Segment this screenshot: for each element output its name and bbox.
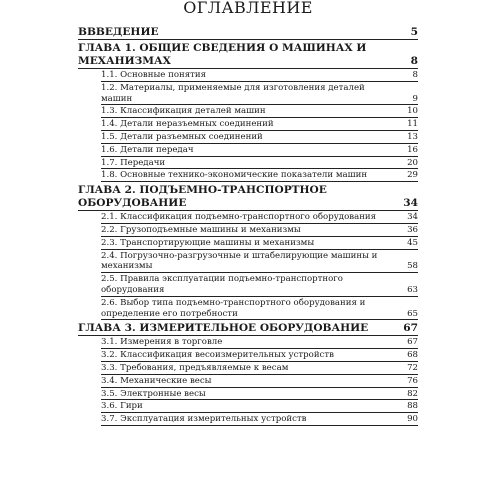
toc-entry-title: 2.1. Классификация подъемно-транспортного оборудования	[101, 212, 377, 223]
toc-entry-title: 3.3. Требования, предъявляемые к весам	[101, 362, 289, 373]
toc-entry-title: 1.8. Основные технико-экономические показатели машин	[101, 170, 368, 181]
toc-entry-title: 2.6. Выбор типа подъемно-транспортного оборудования и определение его потребности	[101, 297, 366, 319]
toc-entry-title: 3.4. Механические весы	[101, 375, 212, 386]
toc-entry-title: 1.1. Основные понятия	[101, 70, 207, 80]
toc-section-entry[interactable]	[101, 297, 418, 321]
toc-page	[78, 0, 418, 500]
toc-entry-page-number: 9	[412, 93, 418, 104]
toc-entry-title: 3.2. Классификация весоизмерительных устройств	[101, 350, 334, 361]
toc-entry-title: ГЛАВА 1. ОБЩИЕ СВЕДЕНИЯ О МАШИНАХ И МЕХАНИЗМАХ	[78, 42, 367, 67]
toc-entry-title: 1.3. Классификация деталей машин	[101, 106, 266, 117]
toc-entry-page-number: 63	[407, 284, 418, 295]
toc-section-entry[interactable]	[101, 250, 418, 274]
toc-entry-title: 1.2. Материалы, применяемые для изготовления деталей машин	[101, 82, 365, 104]
toc-section-entry[interactable]	[101, 362, 418, 375]
toc-section-entry[interactable]	[101, 169, 418, 182]
toc-section-entry[interactable]	[101, 118, 418, 131]
toc-entry-page-number: 58	[407, 261, 418, 272]
toc-entry-page-number: 16	[407, 144, 418, 155]
toc-entry-page-number: 65	[407, 308, 418, 319]
toc-section-entry[interactable]	[101, 224, 418, 237]
table-of-contents	[78, 24, 418, 426]
toc-section-entry[interactable]	[101, 157, 418, 170]
toc-entry-page-number: 20	[407, 157, 418, 168]
toc-entry-page-number: 76	[407, 375, 418, 386]
page-title: ОГЛАВЛЕНИЕ	[183, 0, 313, 17]
toc-section-entry[interactable]	[101, 400, 418, 413]
toc-chapter-entry[interactable]	[78, 40, 418, 69]
toc-entry-title: 2.3. Транспортирующие машины и механизмы	[101, 237, 315, 248]
toc-section-entry[interactable]	[101, 349, 418, 362]
toc-section-entry[interactable]	[101, 273, 418, 297]
toc-entry-title: 3.6. Гири	[101, 401, 143, 412]
toc-section-entry[interactable]	[101, 336, 418, 349]
toc-chapter-entry[interactable]	[78, 182, 418, 211]
toc-entry-title: 1.6. Детали передач	[101, 144, 194, 155]
toc-entry-page-number: 68	[407, 350, 418, 361]
toc-entry-title: 3.5. Электронные весы	[101, 388, 206, 399]
toc-entry-page-number: 82	[407, 388, 418, 399]
toc-section-entry[interactable]	[101, 82, 418, 106]
toc-entry-page-number: 13	[407, 131, 418, 142]
toc-section-entry[interactable]	[101, 131, 418, 144]
toc-entry-page-number: 10	[407, 106, 418, 117]
toc-entry-title: 2.4. Погрузочно-разгрузочные и штабелирующие машины и механизмы	[101, 250, 378, 272]
toc-section-entry[interactable]	[101, 237, 418, 250]
toc-section-entry[interactable]	[101, 413, 418, 426]
toc-section-entry[interactable]	[101, 105, 418, 118]
toc-entry-page-number: 11	[407, 119, 418, 130]
toc-entry-page-number: 34	[403, 197, 418, 210]
toc-entry-title: ГЛАВА 2. ПОДЪЕМНО-ТРАНСПОРТНОЕ ОБОРУДОВАНИЕ	[78, 184, 327, 210]
toc-chapter-entry[interactable]	[78, 320, 418, 336]
toc-entry-page-number: 67	[407, 337, 418, 348]
toc-entry-page-number: 72	[407, 362, 418, 373]
toc-entry-title: 2.2. Грузоподъемные машины и механизмы	[101, 224, 301, 235]
toc-entry-page-number: 34	[407, 212, 418, 223]
toc-section-entry[interactable]	[101, 388, 418, 401]
toc-entry-page-number: 36	[407, 224, 418, 235]
toc-entry-title: 1.4. Детали неразъемных соединений	[101, 119, 274, 130]
toc-entry-page-number: 5	[410, 26, 418, 38]
toc-entry-page-number: 67	[403, 322, 418, 335]
toc-chapter-entry[interactable]	[78, 24, 418, 40]
toc-entry-page-number: 8	[410, 55, 418, 67]
toc-entry-page-number: 90	[407, 414, 418, 425]
toc-entry-page-number: 88	[407, 401, 418, 412]
toc-entry-title: 1.5. Детали разъемных соединений	[101, 131, 263, 142]
toc-section-entry[interactable]	[101, 69, 418, 82]
toc-entry-title: 3.7. Эксплуатация измерительных устройств	[101, 414, 307, 425]
toc-section-entry[interactable]	[101, 144, 418, 157]
toc-entry-title: 2.5. Правила эксплуатации подъемно-транспортного оборудования	[101, 274, 343, 295]
toc-entry-title: ГЛАВА 3. ИЗМЕРИТЕЛЬНОЕ ОБОРУДОВАНИЕ	[78, 322, 369, 335]
toc-entry-title: 1.7. Передачи	[101, 157, 166, 168]
toc-entry-page-number: 45	[407, 237, 418, 248]
toc-entry-title: 3.1. Измерения в торговле	[101, 337, 223, 348]
toc-section-entry[interactable]	[101, 375, 418, 388]
toc-entry-page-number: 8	[412, 70, 418, 80]
toc-section-entry[interactable]	[101, 211, 418, 224]
toc-entry-title: ВВВЕДЕНИЕ	[78, 26, 159, 38]
toc-entry-page-number: 29	[407, 170, 418, 181]
